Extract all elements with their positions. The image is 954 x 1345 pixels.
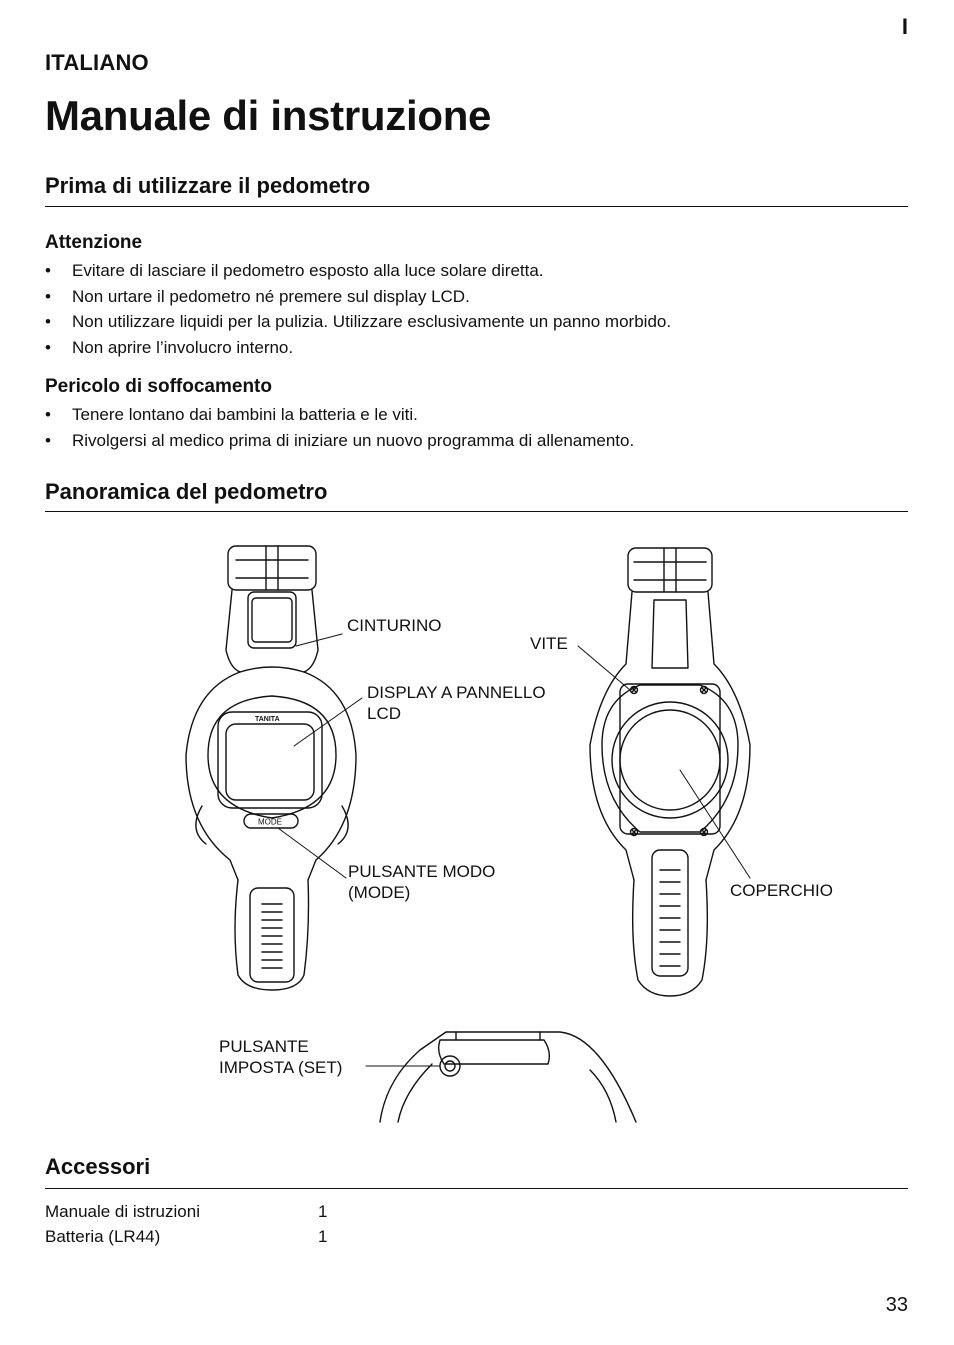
set-label-line2: IMPOSTA (SET) <box>219 1058 343 1077</box>
accessory-qty: 1 <box>318 1227 328 1246</box>
attention-heading: Attenzione <box>45 232 143 253</box>
brand-label: TANITA <box>255 716 280 723</box>
table-row <box>45 1227 445 1249</box>
mode-label-line1: PULSANTE MODO <box>348 862 496 881</box>
list-item: • Non aprire l’involucro interno. <box>45 335 905 361</box>
page-title: Manuale di instruzione <box>45 92 492 139</box>
screw-icon <box>701 687 708 694</box>
section-rule <box>45 1188 908 1189</box>
back-view-drawing <box>578 548 750 996</box>
list-item: • Rivolgersi al medico prima di iniziare un nuovo programma di allenamento. <box>45 428 905 454</box>
display-label-line1: DISPLAY A PANNELLO <box>367 683 546 702</box>
list-item: • Tenere lontano dai bambini la batteria e le viti. <box>45 402 905 428</box>
strap-holes <box>262 904 282 968</box>
language-heading: ITALIANO <box>45 50 149 75</box>
section-heading-overview: Panoramica del pedometro <box>45 479 328 504</box>
mode-button-label: MODE <box>258 817 282 827</box>
cover-label: COPERCHIO <box>730 881 833 900</box>
side-view-drawing <box>366 1032 636 1122</box>
strap-label: CINTURINO <box>347 616 442 635</box>
display-label-line2: LCD <box>367 704 402 723</box>
table-row <box>45 1202 445 1224</box>
front-view-drawing <box>186 546 362 990</box>
mode-label-line2: (MODE) <box>348 883 411 902</box>
page-number: 33 <box>885 1294 908 1316</box>
list-item: • Evitare di lasciare il pedometro esposto alla luce solare diretta. <box>45 258 905 284</box>
choking-heading: Pericolo di soffocamento <box>45 376 272 397</box>
set-label-line1: PULSANTE <box>219 1037 309 1056</box>
section-heading-before-use: Prima di utilizzare il pedometro <box>45 173 371 198</box>
strap-holes <box>660 870 680 966</box>
language-marker: I <box>901 14 908 39</box>
screw-label: VITE <box>530 634 568 653</box>
list-item: • Non urtare il pedometro né premere sul display LCD. <box>45 284 905 310</box>
list-item: • Non utilizzare liquidi per la pulizia. Utilizzare esclusivamente un panno morbido. <box>45 309 905 335</box>
accessory-name: Manuale di istruzioni <box>45 1202 200 1221</box>
accessory-qty: 1 <box>318 1202 328 1221</box>
accessory-name: Batteria (LR44) <box>45 1227 161 1246</box>
section-heading-accessories: Accessori <box>45 1154 151 1179</box>
